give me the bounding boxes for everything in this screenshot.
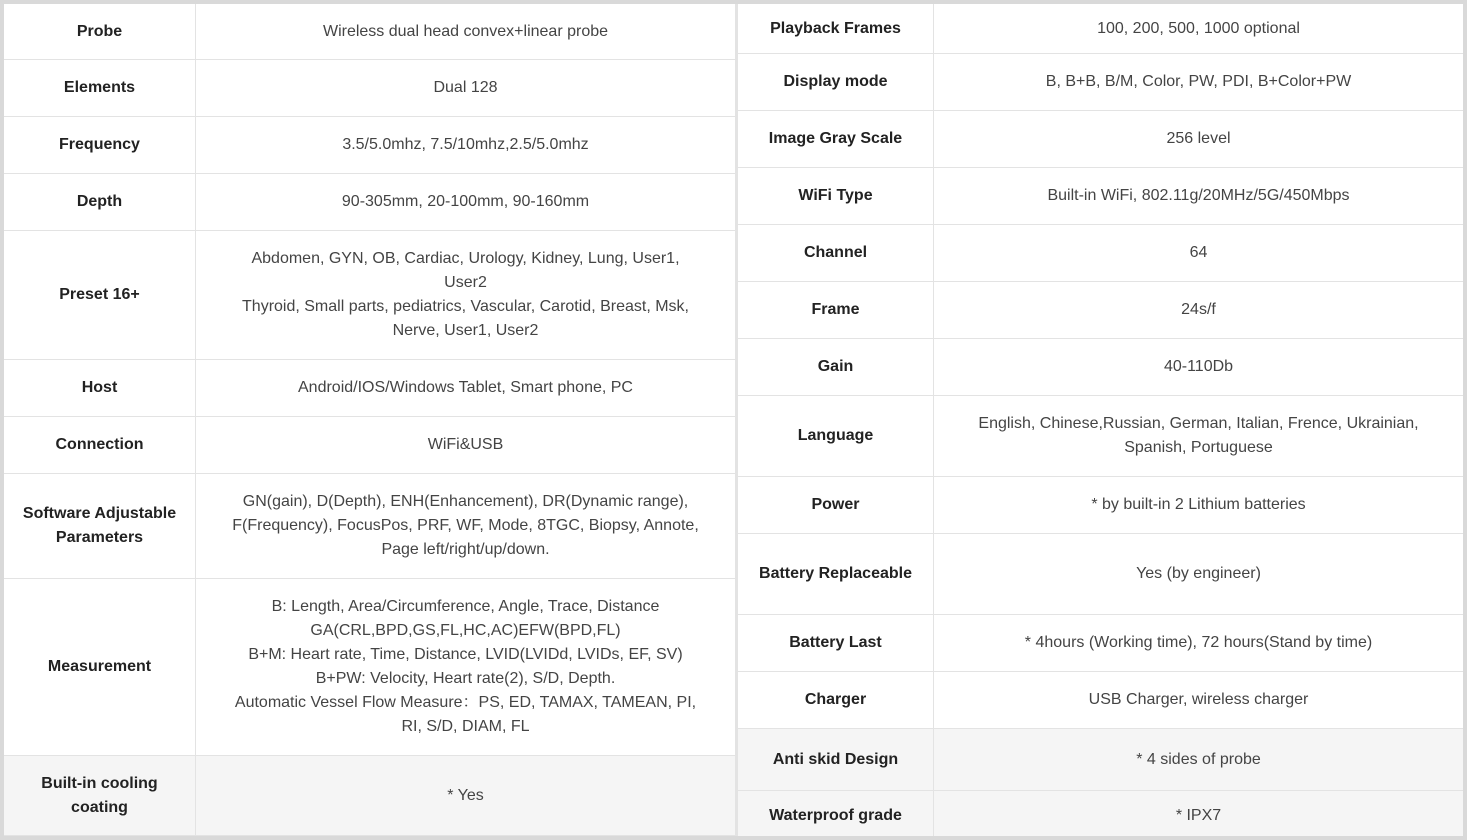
table-row <box>738 111 1463 168</box>
spec-label-image-gray-scale: Image Gray Scale <box>738 111 934 167</box>
table-row <box>4 474 735 579</box>
spec-value-line: Nerve, User1, User2 <box>392 322 539 339</box>
spec-label-depth: Depth <box>4 174 196 230</box>
spec-label-battery-last: Battery Last <box>738 615 934 671</box>
spec-value-probe <box>196 4 735 59</box>
table-row <box>738 339 1463 396</box>
spec-value-line: 100, 200, 500, 1000 optional <box>1097 19 1300 37</box>
table-row <box>738 672 1463 729</box>
spec-label-connection: Connection <box>4 417 196 473</box>
spec-label-measurement: Measurement <box>4 579 196 755</box>
spec-label-waterproof-grade: Waterproof grade <box>738 791 934 836</box>
table-row <box>738 225 1463 282</box>
spec-sheet <box>4 4 1463 836</box>
table-row <box>4 579 735 756</box>
spec-value-battery-replaceable <box>934 534 1463 614</box>
table-row <box>738 729 1463 791</box>
spec-label-host: Host <box>4 360 196 416</box>
spec-label-software-adjustable-parameters: Software Adjustable Parameters <box>4 474 196 578</box>
table-row <box>738 615 1463 672</box>
spec-value-image-gray-scale <box>934 111 1463 167</box>
spec-value-power <box>934 477 1463 533</box>
spec-value-line: 90-305mm, 20-100mm, 90-160mm <box>341 193 590 210</box>
spec-value-line: Wireless dual head convex+linear probe <box>322 22 609 40</box>
spec-value-channel <box>934 225 1463 281</box>
spec-value-line: 24s/f <box>1181 301 1216 318</box>
spec-value-line: Page left/right/up/down. <box>381 541 550 558</box>
spec-value-line: Spanish, Portuguese <box>1124 439 1273 456</box>
spec-value-anti-skid-design <box>934 729 1463 790</box>
spec-label-gain: Gain <box>738 339 934 395</box>
spec-label-wifi-type: WiFi Type <box>738 168 934 224</box>
spec-value-line: Yes (by engineer) <box>1136 565 1261 582</box>
spec-value-playback-frames <box>934 4 1463 53</box>
spec-value-line: 40-110Db <box>1163 358 1234 375</box>
table-row <box>738 168 1463 225</box>
spec-label-channel: Channel <box>738 225 934 281</box>
spec-value-line: Thyroid, Small parts, pediatrics, Vascular, Carotid, Breast, Msk, <box>242 298 689 315</box>
table-row <box>738 534 1463 615</box>
spec-value-line: B, B+B, B/M, Color, PW, PDI, B+Color+PW <box>1045 73 1352 90</box>
spec-value-line: * 4 sides of probe <box>1136 750 1261 768</box>
spec-value-line: * by built-in 2 Lithium batteries <box>1091 496 1306 513</box>
spec-label-anti-skid-design: Anti skid Design <box>738 729 934 790</box>
table-row <box>738 477 1463 534</box>
spec-value-line: Automatic Vessel Flow Measure：PS, ED, TAMAX, TAMEAN, PI, <box>234 694 697 711</box>
table-row <box>4 360 735 417</box>
spec-value-built-in-cooling-coating <box>196 756 735 835</box>
spec-value-preset-16 <box>196 231 735 359</box>
spec-value-line: F(Frequency), FocusPos, PRF, WF, Mode, 8TGC, Biopsy, Annote, <box>232 517 699 534</box>
spec-value-host <box>196 360 735 416</box>
spec-table-left <box>4 4 735 836</box>
spec-value-line: RI, S/D, DIAM, FL <box>401 718 530 735</box>
spec-label-frame: Frame <box>738 282 934 338</box>
table-row <box>4 117 735 174</box>
spec-value-elements <box>196 60 735 116</box>
spec-value-gain <box>934 339 1463 395</box>
spec-value-line: 256 level <box>1166 130 1231 147</box>
table-row <box>738 4 1463 54</box>
spec-value-battery-last <box>934 615 1463 671</box>
spec-label-elements: Elements <box>4 60 196 116</box>
spec-value-line: B+M: Heart rate, Time, Distance, LVID(LVIDd, LVIDs, EF, SV) <box>248 646 683 663</box>
spec-label-battery-replaceable: Battery Replaceable <box>738 534 934 614</box>
spec-value-line: Android/IOS/Windows Tablet, Smart phone, PC <box>298 379 633 396</box>
spec-value-line: * Yes <box>447 786 484 804</box>
spec-label-charger: Charger <box>738 672 934 728</box>
spec-label-preset-16: Preset 16+ <box>4 231 196 359</box>
spec-value-line: Abdomen, GYN, OB, Cardiac, Urology, Kidney, Lung, User1, <box>251 250 680 267</box>
table-row <box>4 231 735 360</box>
spec-value-line: * 4hours (Working time), 72 hours(Stand by time) <box>1024 634 1373 651</box>
spec-value-line: User2 <box>444 274 487 291</box>
spec-value-charger <box>934 672 1463 728</box>
spec-value-frequency <box>196 117 735 173</box>
spec-value-line: B: Length, Area/Circumference, Angle, Trace, Distance <box>271 598 660 615</box>
table-row <box>738 54 1463 111</box>
spec-value-measurement <box>196 579 735 755</box>
spec-value-connection <box>196 417 735 473</box>
table-row <box>4 756 735 836</box>
table-row <box>4 417 735 474</box>
spec-value-line: English, Chinese,Russian, German, Italian, Frence, Ukrainian, <box>978 415 1419 432</box>
spec-value-depth <box>196 174 735 230</box>
spec-value-software-adjustable-parameters <box>196 474 735 578</box>
spec-value-line: 3.5/5.0mhz, 7.5/10mhz,2.5/5.0mhz <box>342 136 589 153</box>
spec-label-frequency: Frequency <box>4 117 196 173</box>
table-row <box>738 791 1463 836</box>
table-row <box>738 396 1463 477</box>
spec-value-line: 64 <box>1189 244 1208 261</box>
spec-value-line: B+PW: Velocity, Heart rate(2), S/D, Depth. <box>315 670 616 687</box>
spec-value-line: USB Charger, wireless charger <box>1088 691 1309 708</box>
spec-value-line: * IPX7 <box>1175 806 1222 824</box>
spec-value-line: GN(gain), D(Depth), ENH(Enhancement), DR(Dynamic range), <box>242 493 689 510</box>
spec-label-playback-frames: Playback Frames <box>738 4 934 53</box>
spec-table-right <box>738 4 1463 836</box>
spec-value-frame <box>934 282 1463 338</box>
spec-value-line: GA(CRL,BPD,GS,FL,HC,AC)EFW(BPD,FL) <box>310 622 621 639</box>
spec-label-probe: Probe <box>4 4 196 59</box>
spec-value-line: Dual 128 <box>433 79 498 96</box>
spec-value-wifi-type <box>934 168 1463 224</box>
table-row <box>738 282 1463 339</box>
spec-value-display-mode <box>934 54 1463 110</box>
spec-value-line: Built-in WiFi, 802.11g/20MHz/5G/450Mbps <box>1047 187 1350 204</box>
spec-value-waterproof-grade <box>934 791 1463 836</box>
spec-label-power: Power <box>738 477 934 533</box>
spec-value-line: WiFi&USB <box>427 436 504 453</box>
table-row <box>4 4 735 60</box>
spec-label-built-in-cooling-coating: Built-in cooling coating <box>4 756 196 835</box>
spec-label-display-mode: Display mode <box>738 54 934 110</box>
table-row <box>4 60 735 117</box>
table-row <box>4 174 735 231</box>
spec-label-language: Language <box>738 396 934 476</box>
spec-value-language <box>934 396 1463 476</box>
